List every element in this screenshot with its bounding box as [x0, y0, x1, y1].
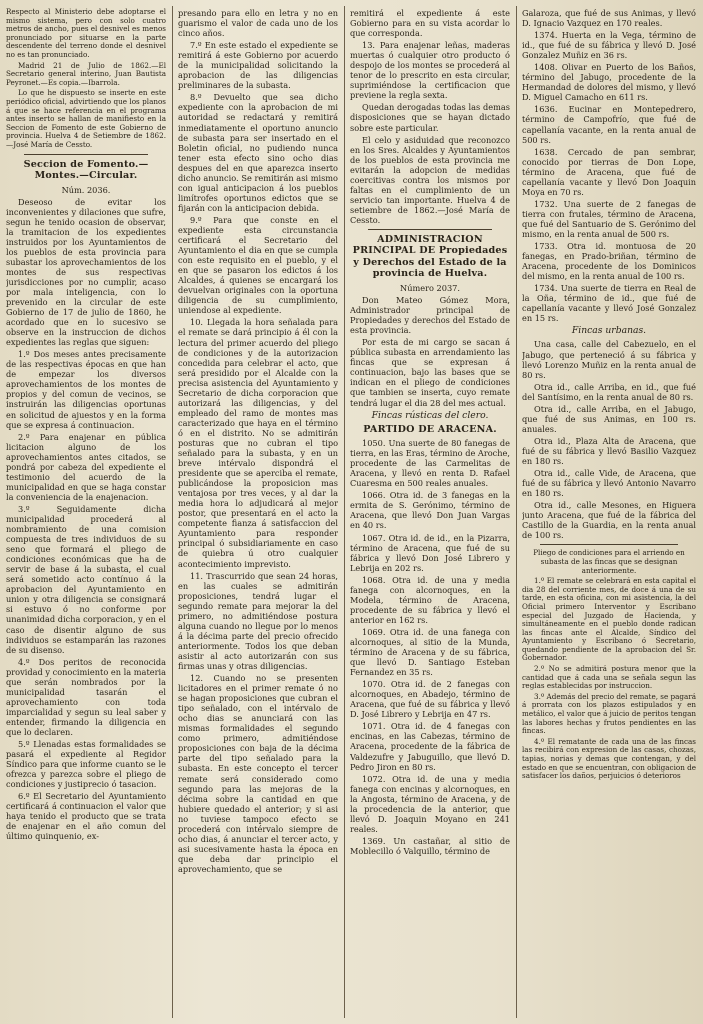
- property-item: 1067. Otra id. de id., en la Pizarra, término de Aracena, que fué de su fábrica y llevó Don José Librero y Lebrija en 202 rs.: [350, 532, 510, 573]
- divider: [24, 154, 148, 155]
- condition-item: 2.º No se admitirá postura menor que la cantidad que á cada una se señala segun las reglas establecidas por instruccion.: [522, 664, 696, 691]
- section-heading: ADMINISTRACION PRINCIPAL DE Propiedades y Derechos del Estado de la provincia de Huelva.: [352, 233, 508, 280]
- rule-item: 5.º Llenadas estas formalidades se pasará el expediente al Regidor Síndico para que informe cuanto se le ofrezca y parezca sobre el pliego de condiciones y justiprecio ó tasacion.: [6, 739, 166, 790]
- paragraph: presando para ello en letra y no en guarismo el valor de cada uno de los cinco años.: [178, 8, 338, 39]
- article-number: Número 2037.: [400, 282, 460, 293]
- property-item: 1072. Otra id. de una y media fanega con encinas y alcornoques, en la Angosta, término de Aracena, y de la procedencia de la anterior, que llevó D. Joaquin Moyano en 241 reales.: [350, 773, 510, 834]
- column-divider: [344, 6, 345, 1018]
- conditions-heading: Pliego de condiciones para el arriendo en subasta de las fincas que se designan anteriormente.: [533, 548, 685, 575]
- property-item: 1071. Otra id. de 4 fanegas con encinas, en las Cabezas, término de Aracena, procedente de la fábrica de Valdezufre y Jabuguillo, que llevó D. Pedro Jiron en 80 rs.: [350, 721, 510, 772]
- property-item: Una casa, calle del Cabezuelo, en el Jabugo, que perteneció á su fábrica y llevó Lorenzo Muñiz en la renta anual de 80 rs.: [522, 339, 696, 380]
- property-item: Otra id., calle Arriba, en el Jabugo, que fué de sus Animas, en 100 rs. anuales.: [522, 403, 696, 434]
- property-item: Otra id., calle Mesones, en Higuera junto Aracena, que fué de la fábrica del Castillo de la Guardia, en la renta anual de 100 rs.: [522, 500, 696, 541]
- rule-item: 13. Para enajenar leñas, maderas muertas ó cualquier otro producto ó despojo de los montes se procederá al tenor de lo prescrito en esta circular, suprimiéndose la certificacion que previene la regla sexta.: [350, 40, 510, 101]
- paragraph: Quedan derogadas todas las demas disposiciones que se hayan dictado sobre este particular.: [350, 102, 510, 133]
- column-3: [350, 8, 510, 1018]
- district-heading: PARTIDO DE ARACENA.: [363, 423, 497, 435]
- property-item: 1732. Una suerte de 2 fanegas de tierra con frutales, término de Aracena, que fué del Santuario de S. Gerónimo del mismo, en la renta anual de 500 rs.: [522, 198, 696, 239]
- rule-item: 8.º Devuelto que sea dicho expediente con la aprobacion de mi autoridad se redactará y remitirá inmediatamente el oportuno anuncio de subasta para ser insertado en el Boletin oficial, no pudiendo nunca tener esta efecto sino ocho dias despues del en que aparezca inserto dicho anuncio. Se remitirán asi mismo con igual anticipacion á los pueblos limítrofes oportunos edictos que se fijarán con la anticipacion debida.: [178, 92, 338, 213]
- subheading: Fincas rústicas del clero.: [371, 409, 489, 421]
- property-item: 1369. Un castañar, al sitio de Moblecillo ó Valquillo, término de: [350, 835, 510, 856]
- paragraph: Por esta de mi cargo se sacan á pública subasta en arrendamiento las fincas que se expresan á continuacion, bajo las bases que se indican en el pliego de condiciones que tambien se inserta, cuyo remate tendrá lugar el dia 28 del mes actual.: [350, 337, 510, 408]
- property-item: Otra id., calle Vide, de Aracena, que fué de su fábrica y llevó Antonio Navarro en 180 rs.: [522, 468, 696, 499]
- column-divider: [516, 6, 517, 1018]
- property-item: 1374. Huerta en la Vega, término de id., que fué de su fábrica y llevó D. José Gonzalez Muñiz en 36 rs.: [522, 30, 696, 61]
- column-2: [178, 8, 338, 1018]
- paragraph: Don Mateo Gómez Mora, Administrador principal de Propiedades y derechos del Estado de esta provincia.: [350, 295, 510, 336]
- property-item: 1636. Eucinar en Montepedrero, término de Campofrío, que fué de capellanía vacante, en la renta anual de 500 rs.: [522, 104, 696, 145]
- condition-item: 3.º Además del precio del remate, se pagará á prorrata con los plazos estipulados y en metálico, el valor que á juicio de peritos tengan las labores hechas y frutos pendientes en las fincas.: [522, 691, 696, 736]
- paragraph: Galaroza, que fué de sus Animas, y llevó D. Ignacio Vazquez en 170 reales.: [522, 8, 696, 29]
- rule-item: 12. Cuando no se presenten licitadores en el primer remate ó no se hagan proposiciones que cubran el tipo señalado, con el intérvalo de ocho dias se anunciará con las mismas formalidades el segundo como primero, admitiéndose proposiciones con baja de la décima parte del tipo señalado para la subasta. En este concepto el tercer remate será considerado como segundo para las mejoras de la décima sobre la cantidad en que hubiere quedado el anterior; y si asi no tuviese tampoco efecto se procederá con intérvalo siempre de ocho dias, á anunciar el tercer acto, y asi sucesivamente hasta la época en que deba dar principio el aprovechamiento, que se: [178, 673, 338, 874]
- signature-line: Madrid 21 de Julio de 1862.—El Secretario general interino, Juan Bautista Peyronet.—Es copia.—Ibarrola.: [6, 60, 166, 87]
- condition-item: 1.º El remate se celebrará en esta capital el dia 28 del corriente mes, de doce á una de su tarde, en esta oficina, con mi asistencia, la del Oficial primero Interventor y Escribano especial del Juzgado de Hacienda, y simultáneamente en el pueblo donde radican las fincas ante el Alcalde, Síndico del Ayuntamiento y Escribano ó Secretario, quedando pendiente de la aprobacion del Sr. Gobernador.: [522, 576, 696, 663]
- property-item: Otra id., calle Arriba, en id., que fué del Santísimo, en la renta anual de 80 rs.: [522, 381, 696, 402]
- property-item: 1408. Olivar en Puerto de los Baños, término del Jabugo, procedente de la Hermandad de dolores del mismo, y llevó D. Miguel Camacho en 611 rs.: [522, 62, 696, 103]
- paragraph: Deseoso de evitar los inconvenientes y dilaciones que sufre, segun he tenido ocasion de observar, la tramitacion de los expedientes instruidos por los Ayuntamientos de los pueblos de esta provincia para subastar los aprovechamientos de los montes de sus respectivas jurisdicciones por no cumplir, acaso por mala inteligencia, con lo prevenido en la circular de este Gobierno de 17 de julio de 1860, he acordado que en lo sucesivo se observe en la instruccion de dichos expedientes las reglas que siguen:: [6, 196, 166, 348]
- article-number: Núm. 2036.: [61, 184, 111, 195]
- rule-item: 7.º En este estado el expediente se remitirá á este Gobierno por acuerdo de la municipalidad solicitando la aprobacion de las diligencias preliminares de la subasta.: [178, 40, 338, 91]
- rule-item: 6.º El Secretario del Ayuntamiento certificará á continuacion el valor que haya tenido el producto que se trata de enajenar en el año comun del último quinquenio, ex-: [6, 791, 166, 842]
- property-item: 1068. Otra id. de una y media fanega con alcornoques, en la Modela, término de Aracena, procedente de su fábrica y llevó el anterior en 162 rs.: [350, 574, 510, 625]
- property-item: 1050. Una suerte de 80 fanegas de tierra, en las Eras, término de Aroche, procedente de las Carmelitas de Aracena, y llevó en renta D. Rafael Cuaresma en 500 reales anuales.: [350, 438, 510, 489]
- condition-item: 4.º El rematante de cada una de las fincas las recibirá con expresion de las casas, chozas, tapias, norias y demas que contengan, y del estado en que se encuentran, con obligacion de satisfacer los daños, perjuicios ó deterioros: [522, 736, 696, 781]
- rule-item: 3.º Seguidamente dicha municipalidad procederá al nombramiento de una comision compuesta de tres individuos de su seno que formará el pliego de condiciones económicas que ha de servir de base á la subasta, el cual será sometido acto contínuo á la aprobacion del Ayuntamiento en union y otra diligencia se consignará si estuvo ó no conforme por unanimidad dicha corporacion, y en el caso de disentir alguno de sus individuos se estamparán las razones de su disenso.: [6, 503, 166, 655]
- column-1: [6, 8, 166, 1018]
- property-item: 1733. Otra id. montuosa de 20 fanegas, en Prado-briñan, término de Aracena, procedente de los Dominicos del mismo, en la renta anual de 100 rs.: [522, 241, 696, 282]
- property-item: 1069. Otra id. de una fanega con alcornoques, al sitio de la Munda, término de Aracena y de su fábrica, que llevó D. Santiago Esteban Fernandez en 35 rs.: [350, 626, 510, 678]
- rule-item: 10. Llegada la hora señalada para el remate se dará principio á él con la lectura del primer acuerdo del pliego de condiciones y de la autorizacion concedida para celebrar el acto, que será presidido por el Alcalde con la precisa asistencia del Ayuntamiento y Secretario de dicha corporacion que autorizará las diligencias, y del empleado del ramo de montes mas caracterizado que haya en el término ó en el distrito. No se admitirán posturas que no cubran el tipo señalado para la subasta, y en un breve intérvalo dispondrá el presidente que se aperciba el remate, publicándose la proposicion mas ventajosa por tres veces, y al dar la media hora lo adjudicará al mejor postor, que presentará en el acto la competente fianza á satisfaccion del Ayuntamiento para responder principal ó subsidiariamente en caso de quiebra ú otro cualquier acontecimiento imprevisto.: [178, 317, 338, 569]
- property-item: Otra id., Plaza Alta de Aracena, que fué de su fábrica y llevó Basilio Vazquez en 180 rs.: [522, 435, 696, 466]
- divider: [540, 544, 678, 545]
- divider: [368, 229, 492, 230]
- rule-item: 1.º Dos meses antes precisamente de las respectivas épocas en que han de empezar los diversos aprovechamientos de los montes de propios y del comun de vecinos, se instruirán las diligencias oportunas en solicitud de ajuestos y en la forma que se expresa á continuacion.: [6, 349, 166, 430]
- paragraph: Respecto al Ministerio debe adoptarse el mismo sistema, pero con solo cuatro metros de ancho, pues el desnivel es menos pronunciado por situarse en la parte descendente del terreno donde el desnivel no es tan pronunciado.: [6, 8, 166, 59]
- paragraph: Lo que he dispuesto se inserte en este periódico oficial, advirtiendo que los planos á que se hace referencia en el programa antes inserto se hallan de manifiesto en la Seccion de Fomento de este Gobierno de provincia. Huelva 4 de Setiembre de 1862.—José María de Cessto.: [6, 88, 166, 149]
- paragraph: remitirá el expediente á este Gobierno para en su vista acordar lo que corresponda.: [350, 8, 510, 39]
- rule-item: 9.º Para que conste en el expediente esta circunstancia certificará el Secretario del Ayuntamiento el dia en que se cumpla con este requisito en el pueblo, y el en que se pasaron los edictos á los Alcaldes, á quienes se encargará los devuelvan originales con la oportuna diligencia de su cumplimiento, uniendose al expediente.: [178, 214, 338, 316]
- rule-item: 11. Trascurrido que sean 24 horas, en las cuales se admitirán proposiciones, tendrá lugar el segundo remate para mejorar la del primero, no admitiéndose postura alguna cuando no llegue por lo menos á la décima parte del precio ofrecido anteriormente. Todos los que deban asistir al acto autorizarán con sus firmas unas y otras diligencias.: [178, 570, 338, 671]
- rule-item: 2.º Para enajenar en pública licitacion alguno de los aprovechamientos antes citados, se pondrá por cabeza del expediente el testimonio del acuerdo de la municipalidad en que se haga constar la conveniencia de la enajenacion.: [6, 431, 166, 502]
- section-heading: Seccion de Fomento.—Montes.—Circular.: [23, 158, 149, 181]
- rule-item: 4.º Dos peritos de reconocida providad y conocimiento en la materia que serán nombrados por la municipalidad tasarán el aprovechamiento con toda imparcialidad y segun su leal saber y entender, firmando la diligencia en que lo declaren.: [6, 656, 166, 737]
- subheading: Fincas urbanas.: [571, 325, 647, 337]
- property-item: 1070. Otra id. de 2 fanegas con alcornoques, en Abadejo, término de Aracena, que fué de su fábrica y llevó D. José Librero y Lebrija en 47 rs.: [350, 679, 510, 720]
- property-item: 1734. Una suerte de tierra en Real de la Oña, término de id., que fué de capellanía vacante y llevó José Gonzalez en 15 rs.: [522, 283, 696, 324]
- property-item: 1638. Cercado de pan sembrar, conocido por tierras de Don Lope, término de Aracena, que fué de capellanía vacante y llevó Don Joaquin Moya en 70 rs.: [522, 146, 696, 197]
- property-item: 1066. Otra id. de 3 fanegas en la ermita de S. Gerónimo, término de Aracena, que llevó Don Juan Vargas en 40 rs.: [350, 490, 510, 531]
- column-divider: [172, 6, 173, 1018]
- paragraph: El celo y asiduidad que reconozco en los Sres. Alcaldes y Ayuntamientos de los pueblos de esta provincia me evitarán la adopcion de medidas coercitivas contra los mismos por faltas en el cumplimiento de un servicio tan importante. Huelva 4 de setiembre de 1862.—José María de Cessto.: [350, 134, 510, 225]
- column-4: [522, 8, 696, 1018]
